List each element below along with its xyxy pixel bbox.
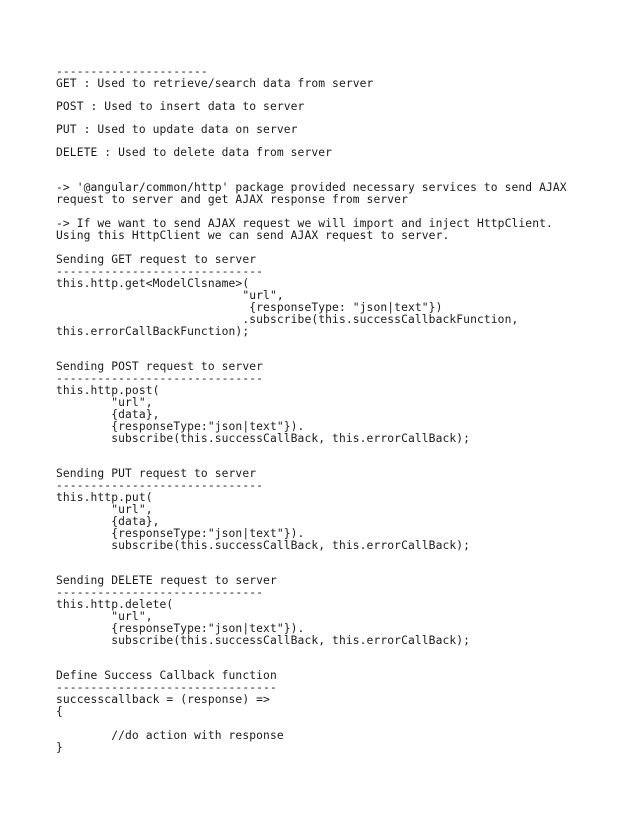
method-post: POST : Used to insert data to server <box>56 100 305 113</box>
post-code-line: {data}, <box>56 408 160 421</box>
method-put: PUT : Used to update data on server <box>56 123 298 136</box>
note1-line1: -> '@angular/common/http' package provided necessary services to send AJAX <box>56 181 567 194</box>
post-code-line: {responseType:"json|text"}). <box>56 420 305 433</box>
delete-section-title: Sending DELETE request to server <box>56 574 277 587</box>
note2-line2: Using this HttpClient we can send AJAX request to server. <box>56 229 450 242</box>
callback-code-line: //do action with response <box>56 729 284 742</box>
post-code-line: subscribe(this.successCallBack, this.errorCallBack); <box>56 432 471 445</box>
get-code-line: this.errorCallBackFunction); <box>56 325 250 338</box>
post-code-line: "url", <box>56 396 153 409</box>
get-code-line: this.http.get<ModelClsname>( <box>56 277 250 290</box>
callback-section-title: Define Success Callback function <box>56 669 277 682</box>
delete-code-line: "url", <box>56 610 153 623</box>
intro-rule: ---------------------- <box>56 65 208 78</box>
put-section-title: Sending PUT request to server <box>56 467 257 480</box>
post-code-line: this.http.post( <box>56 384 160 397</box>
method-delete: DELETE : Used to delete data from server <box>56 146 333 159</box>
post-section-rule: ------------------------------ <box>56 372 264 385</box>
post-section-title: Sending POST request to server <box>56 360 264 373</box>
document-page <box>56 66 616 754</box>
callback-code-line: successcallback = (response) => <box>56 693 270 706</box>
put-code-line: {responseType:"json|text"}). <box>56 527 305 540</box>
put-code-line: "url", <box>56 503 153 516</box>
get-code-line: "url", <box>56 289 284 302</box>
note2-line1: -> If we want to send AJAX request we will import and inject HttpClient. <box>56 217 553 230</box>
callback-code-line: } <box>56 741 63 754</box>
put-code-line: subscribe(this.successCallBack, this.errorCallBack); <box>56 539 471 552</box>
note1-line2: request to server and get AJAX response from server <box>56 193 408 206</box>
put-section-rule: ------------------------------ <box>56 479 264 492</box>
callback-code-line: { <box>56 705 63 718</box>
put-code-line: this.http.put( <box>56 491 153 504</box>
get-section-title: Sending GET request to server <box>56 253 257 266</box>
method-get: GET : Used to retrieve/search data from server <box>56 77 374 90</box>
get-code-line: .subscribe(this.successCallbackFunction, <box>56 313 519 326</box>
delete-code-line: this.http.delete( <box>56 598 174 611</box>
delete-section-rule: ------------------------------ <box>56 586 264 599</box>
put-code-line: {data}, <box>56 515 160 528</box>
delete-code-line: subscribe(this.successCallBack, this.errorCallBack); <box>56 634 471 647</box>
delete-code-line: {responseType:"json|text"}). <box>56 622 305 635</box>
callback-section-rule: -------------------------------- <box>56 681 277 694</box>
get-code-line: {responseType: "json|text"}) <box>56 301 443 314</box>
get-section-rule: ------------------------------ <box>56 265 264 278</box>
